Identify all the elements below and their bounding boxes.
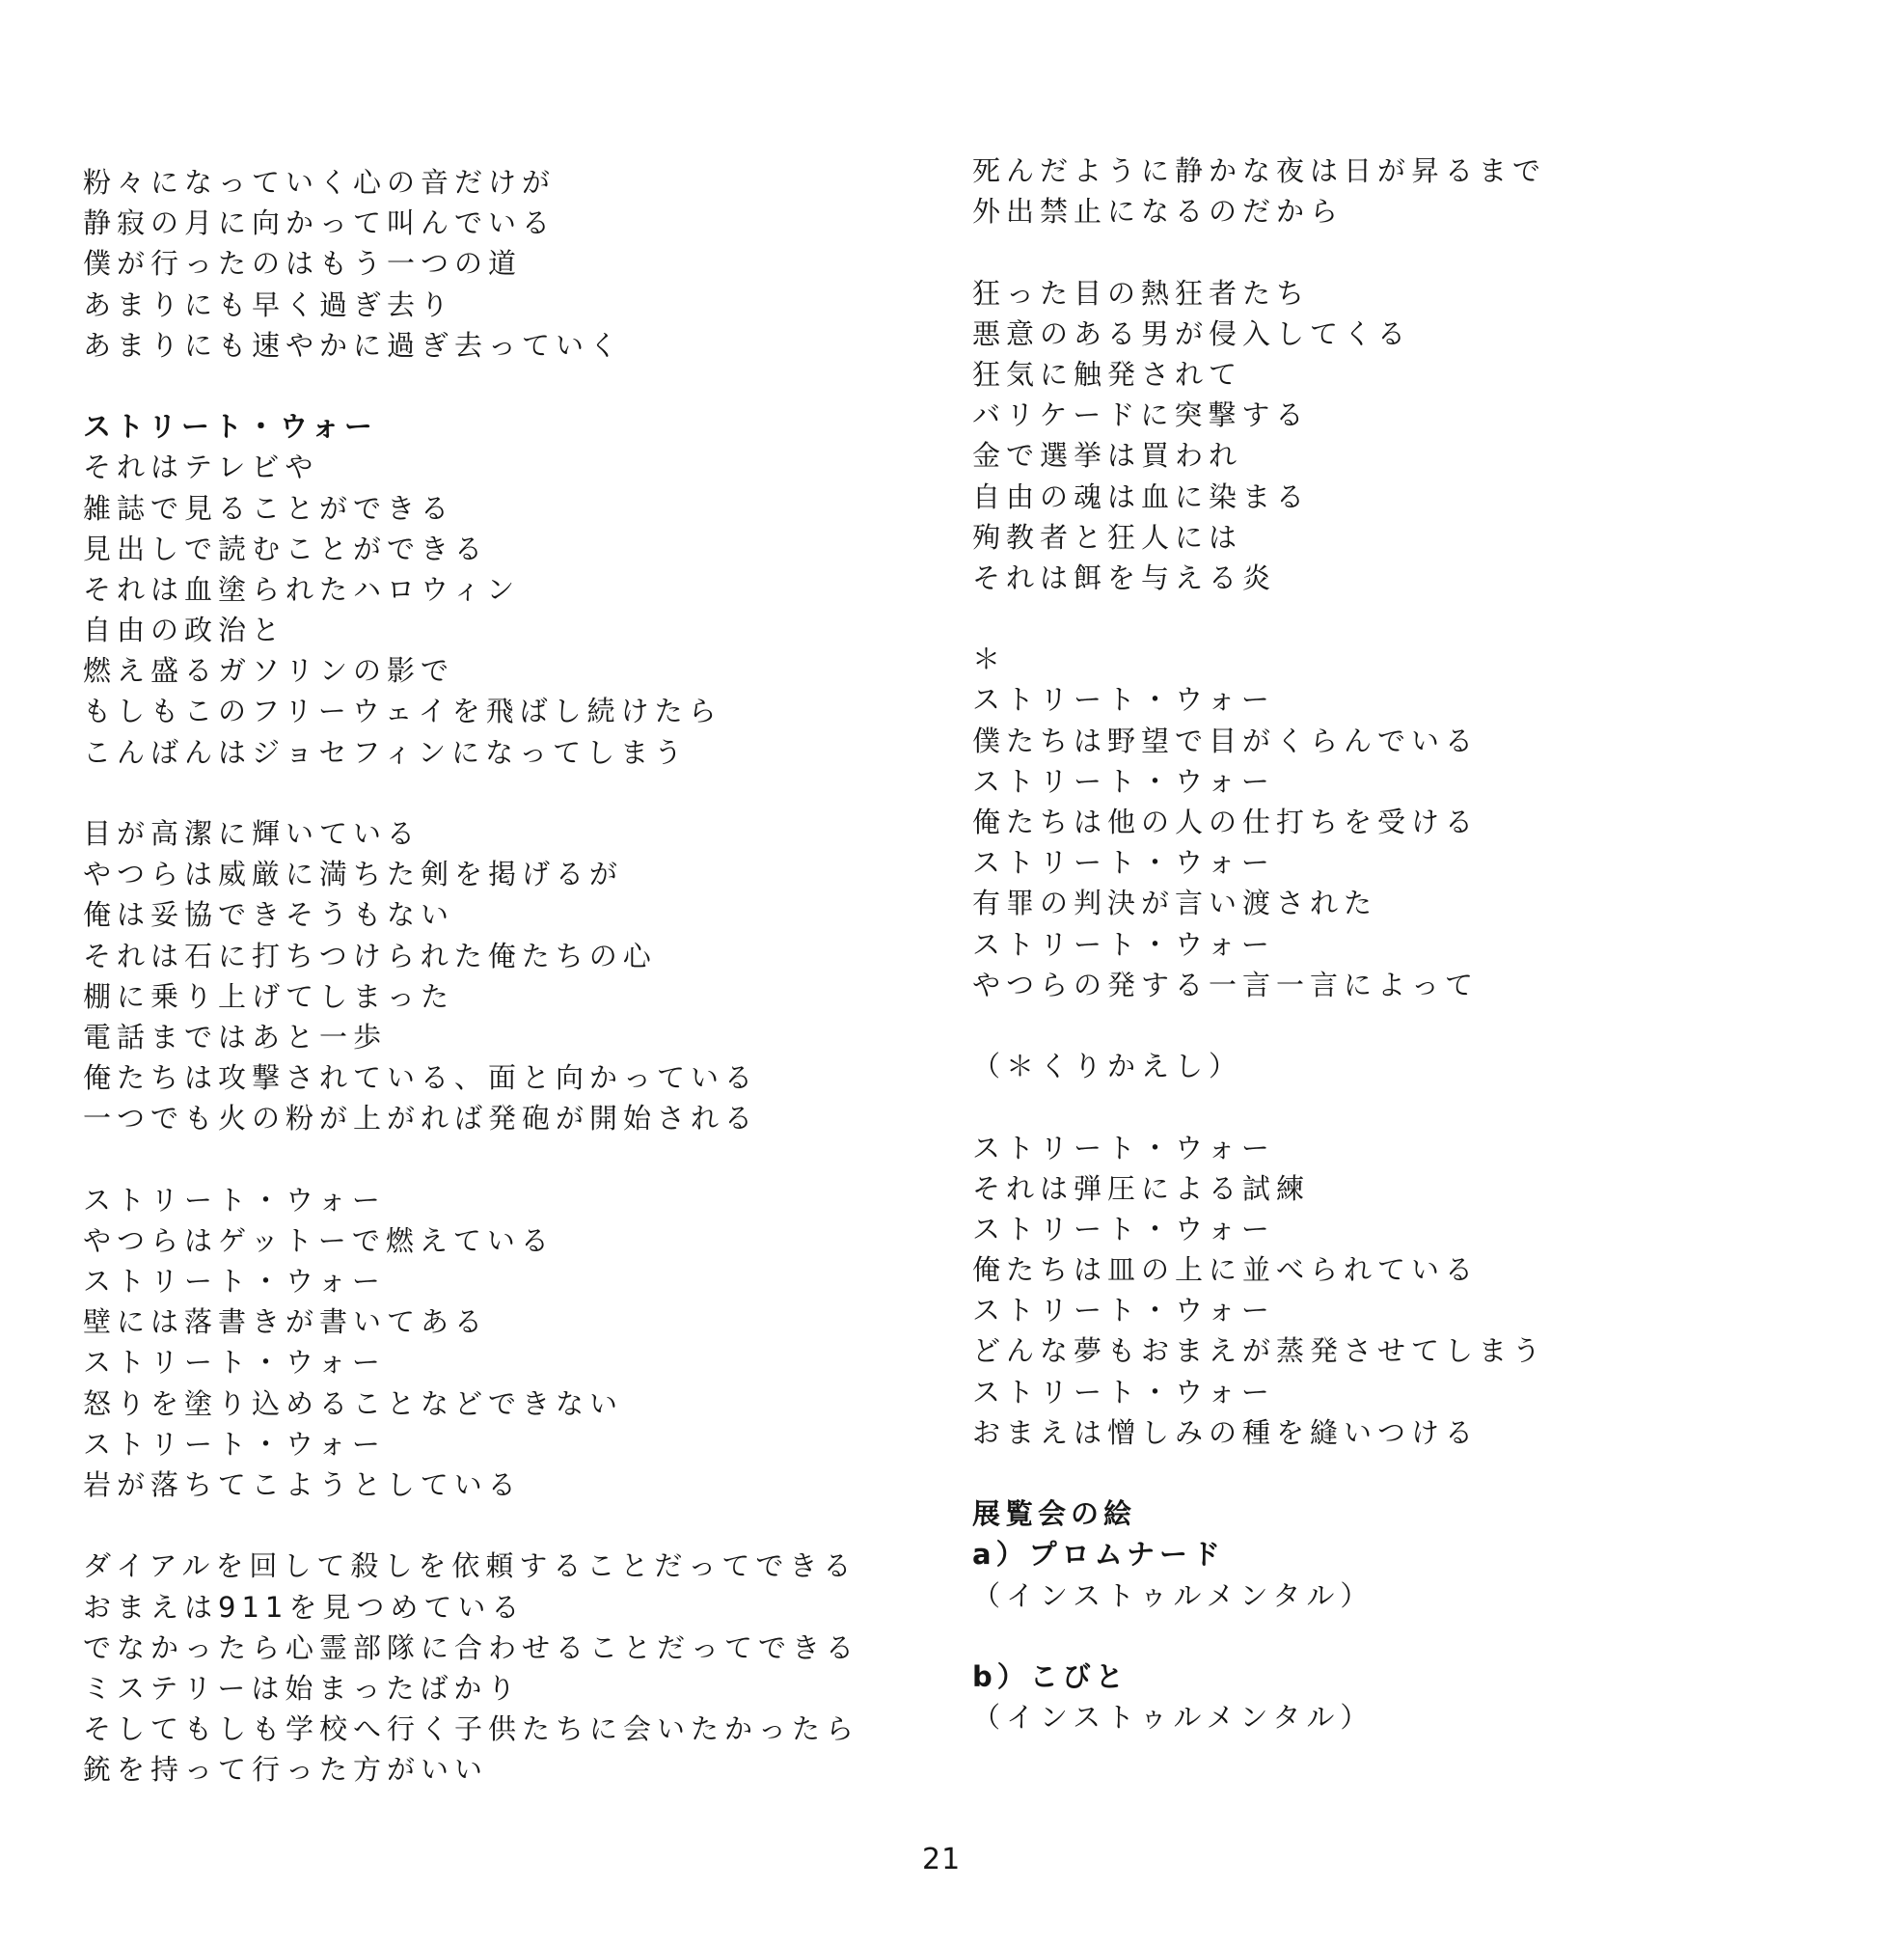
lyric-line: 悪意のある男が侵入してくる — [972, 316, 1412, 350]
stanza-gap — [83, 1139, 932, 1180]
lyric-line: 自由の魂は血に染まる — [972, 479, 1311, 513]
stanza-gap — [972, 1086, 1840, 1127]
lyric-line: おまえは911を見つめている — [83, 1590, 526, 1624]
stanza-gap — [83, 1505, 932, 1546]
lyric-line: 金で選挙は買われ — [972, 439, 1243, 473]
lyric-line: 目が高潔に輝いている — [83, 817, 422, 850]
lyric-line: （インストゥルメンタル） — [972, 1578, 1374, 1612]
lyric-line: 狂気に触発されて — [972, 357, 1243, 391]
lyric-line: おまえは憎しみの種を縫いつける — [972, 1415, 1480, 1449]
lyric-line: ストリート・ウォー — [972, 1375, 1275, 1409]
lyric-line: ミステリーは始まったばかり — [83, 1671, 522, 1705]
lyric-line: ストリート・ウォー — [972, 846, 1275, 880]
lyric-line: 僕たちは野望で目がくらんでいる — [972, 724, 1480, 757]
lyric-line: ストリート・ウォー — [972, 683, 1275, 717]
left-lyrics-column — [83, 162, 932, 1791]
lyric-line: どんな夢もおまえが蒸発させてしまう — [972, 1334, 1547, 1368]
lyric-line: バリケードに突撃する — [972, 398, 1310, 432]
lyric-line: ストリート・ウォー — [83, 1265, 386, 1299]
lyric-line: もしもこのフリーウェイを飛ばし続けたら — [83, 695, 722, 728]
lyric-line: ストリート・ウォー — [83, 1346, 386, 1380]
stanza-gap — [972, 1453, 1840, 1493]
lyric-line: 殉教者と狂人には — [972, 520, 1243, 554]
stanza-gap — [972, 598, 1840, 639]
lyric-line: ＊ — [972, 643, 1007, 676]
song-title: 展覧会の絵 — [972, 1497, 1137, 1531]
lyric-line: （＊くりかえし） — [972, 1050, 1243, 1083]
lyric-line: ストリート・ウォー — [83, 1427, 386, 1461]
lyric-line: やつらの発する一言一言によって — [972, 968, 1480, 1001]
lyric-line: （インストゥルメンタル） — [972, 1701, 1374, 1735]
song-title: ストリート・ウォー — [83, 410, 377, 444]
lyric-line: 燃え盛るガソリンの影で — [83, 654, 455, 688]
lyric-line: 俺たちは皿の上に並べられている — [972, 1253, 1480, 1287]
stanza-gap — [972, 1005, 1840, 1046]
stanza-gap — [972, 232, 1840, 272]
lyric-line: ストリート・ウォー — [83, 1183, 386, 1217]
stanza-gap — [83, 773, 932, 813]
lyric-line: 俺は妥協できそうもない — [83, 898, 455, 932]
lyric-line: ストリート・ウォー — [972, 1131, 1275, 1164]
lyric-line: 死んだように静かな夜は日が昇るまで — [972, 154, 1547, 187]
lyric-line: 静寂の月に向かって叫んでいる — [83, 206, 557, 240]
lyric-line: 自由の政治と — [83, 614, 286, 647]
lyric-line: 俺たちは他の人の仕打ちを受ける — [972, 806, 1480, 838]
lyric-line: それは弾圧による試練 — [972, 1171, 1311, 1205]
song-title: a）プロムナード — [972, 1538, 1225, 1572]
lyric-line: それは血塗られたハロウィン — [83, 572, 521, 606]
lyric-line: 僕が行ったのはもう一つの道 — [83, 247, 523, 281]
lyric-line: やつらはゲットーで燃えている — [83, 1223, 555, 1257]
lyric-line: ストリート・ウォー — [972, 764, 1275, 798]
lyric-line: 電話まではあと一歩 — [83, 1020, 388, 1054]
lyric-line: それはテレビや — [83, 451, 319, 484]
lyric-line: こんばんはジョセフィンになってしまう — [83, 735, 689, 769]
page-number: 21 — [922, 1843, 962, 1876]
lyric-line: やつらは威厳に満ちた剣を掲げるが — [83, 858, 624, 891]
lyric-line: 岩が落ちてこようとしている — [83, 1468, 522, 1501]
lyric-line: ストリート・ウォー — [972, 927, 1275, 961]
lyric-line: 雑誌で見ることができる — [83, 491, 455, 525]
right-lyrics-column — [972, 151, 1840, 1738]
lyric-line: 一つでも火の粉が上がれば発砲が開始される — [83, 1102, 759, 1136]
lyric-line: そしてもしも学校へ行く子供たちに会いたかったら — [83, 1712, 860, 1746]
lyric-line: ストリート・ウォー — [972, 1212, 1275, 1245]
lyric-line: 俺たちは攻撃されている、面と向かっている — [83, 1061, 759, 1095]
song-title: b）こびと — [972, 1659, 1129, 1693]
lyric-line: それは餌を与える炎 — [972, 561, 1277, 594]
lyric-line: それは石に打ちつけられた俺たちの心 — [83, 939, 657, 972]
stanza-gap — [972, 1616, 1840, 1656]
stanza-gap — [83, 366, 932, 406]
lyric-line: 怒りを塗り込めることなどできない — [83, 1386, 624, 1420]
lyric-line: 狂った目の熱狂者たち — [972, 276, 1311, 310]
lyric-line: 棚に乗り上げてしまった — [83, 979, 455, 1013]
lyric-line: 銃を持って行った方がいい — [83, 1753, 489, 1787]
lyric-line: あまりにも速やかに過ぎ去っていく — [83, 328, 624, 362]
lyric-line: 有罪の判決が言い渡された — [972, 887, 1378, 920]
lyric-line: 壁には落書きが書いてある — [83, 1305, 489, 1339]
lyric-line: でなかったら心霊部隊に合わせることだってできる — [83, 1630, 860, 1664]
lyric-line: 見出しで読むことができる — [83, 532, 489, 565]
lyric-line: 粉々になっていく心の音だけが — [83, 166, 557, 199]
lyric-line: ストリート・ウォー — [972, 1294, 1275, 1327]
lyric-line: ダイアルを回して殺しを依頼することだってできる — [83, 1549, 857, 1583]
lyric-line: 外出禁止になるのだから — [972, 195, 1345, 229]
lyric-line: あまりにも早く過ぎ去り — [83, 287, 455, 321]
